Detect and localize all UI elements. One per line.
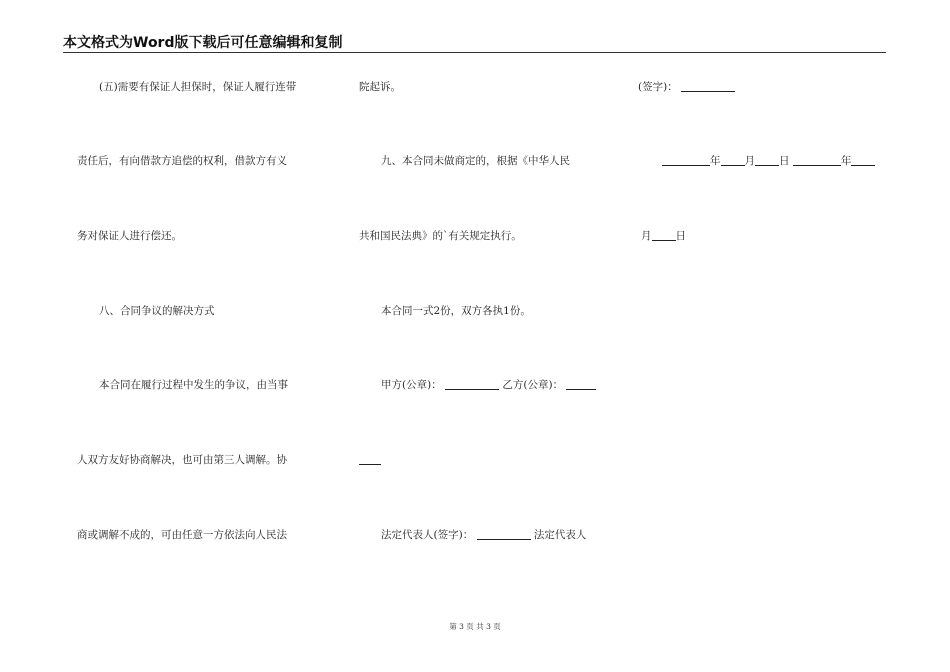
col2-line-1: 院起诉。 bbox=[359, 81, 401, 93]
col2-line-4: 本合同一式2份，双方各执1份。 bbox=[381, 305, 531, 317]
col1-line-1: (五)需要有保证人担保时，保证人履行连带 bbox=[99, 81, 297, 93]
party-a-blank bbox=[445, 379, 499, 390]
col1-line-7: 商或调解不成的，可由任意一方依法向人民法 bbox=[77, 529, 287, 541]
year-blank-2 bbox=[793, 155, 841, 166]
col2-line-2: 九、本合同未做商定的，根据《中华人民 bbox=[381, 155, 570, 167]
year-label-1: 年 bbox=[710, 155, 721, 167]
legal-rep-a-blank bbox=[477, 529, 531, 540]
sign-label: (签字)： bbox=[638, 81, 678, 93]
day-blank-2 bbox=[652, 230, 676, 241]
col1-line-4: 八、合同争议的解决方式 bbox=[99, 305, 215, 317]
month-blank-1 bbox=[721, 155, 745, 166]
party-b-blank-cont bbox=[359, 454, 381, 465]
year-label-2: 年 bbox=[840, 155, 852, 167]
col1-line-3: 务对保证人进行偿还。 bbox=[77, 230, 182, 242]
party-a-label: 甲方(公章)： bbox=[381, 379, 442, 391]
col1-line-5: 本合同在履行过程中发生的争议，由当事 bbox=[99, 379, 288, 391]
month-label-1: 月 bbox=[744, 155, 755, 167]
page-footer: 第 3 页 共 3 页 bbox=[449, 622, 501, 631]
month-blank-2-tail bbox=[851, 155, 875, 166]
col2-line-3: 共和国民法典》的`有关规定执行。 bbox=[359, 230, 522, 242]
party-b-blank bbox=[566, 379, 596, 390]
col3-date-line bbox=[662, 154, 875, 168]
year-blank-1 bbox=[662, 155, 710, 166]
col1-line-2: 责任后，有向借款方追偿的权利，借款方有义 bbox=[77, 155, 287, 167]
day-label-1: 日 bbox=[779, 155, 790, 167]
month-label-2: 月 bbox=[641, 230, 652, 242]
page-header bbox=[63, 34, 886, 53]
legal-rep-b-label: 法定代表人 bbox=[533, 529, 587, 541]
day-blank-1 bbox=[755, 155, 779, 166]
sign-blank bbox=[681, 81, 735, 92]
col1-line-6: 人双方友好协商解决，也可由第三人调解。协 bbox=[77, 454, 287, 466]
header-title: 本文格式为Word版下载后可任意编辑和复制 bbox=[63, 35, 343, 51]
party-b-label: 乙方(公章)： bbox=[502, 379, 564, 391]
col2-blank-line bbox=[359, 453, 381, 467]
day-label-2: 日 bbox=[675, 230, 686, 242]
col3-month-day-line bbox=[641, 229, 686, 243]
legal-rep-a-label: 法定代表人(签字)： bbox=[381, 529, 474, 541]
col2-party-line bbox=[381, 378, 596, 392]
col3-sign-line bbox=[638, 80, 735, 94]
col2-legal-rep-line bbox=[381, 528, 586, 542]
